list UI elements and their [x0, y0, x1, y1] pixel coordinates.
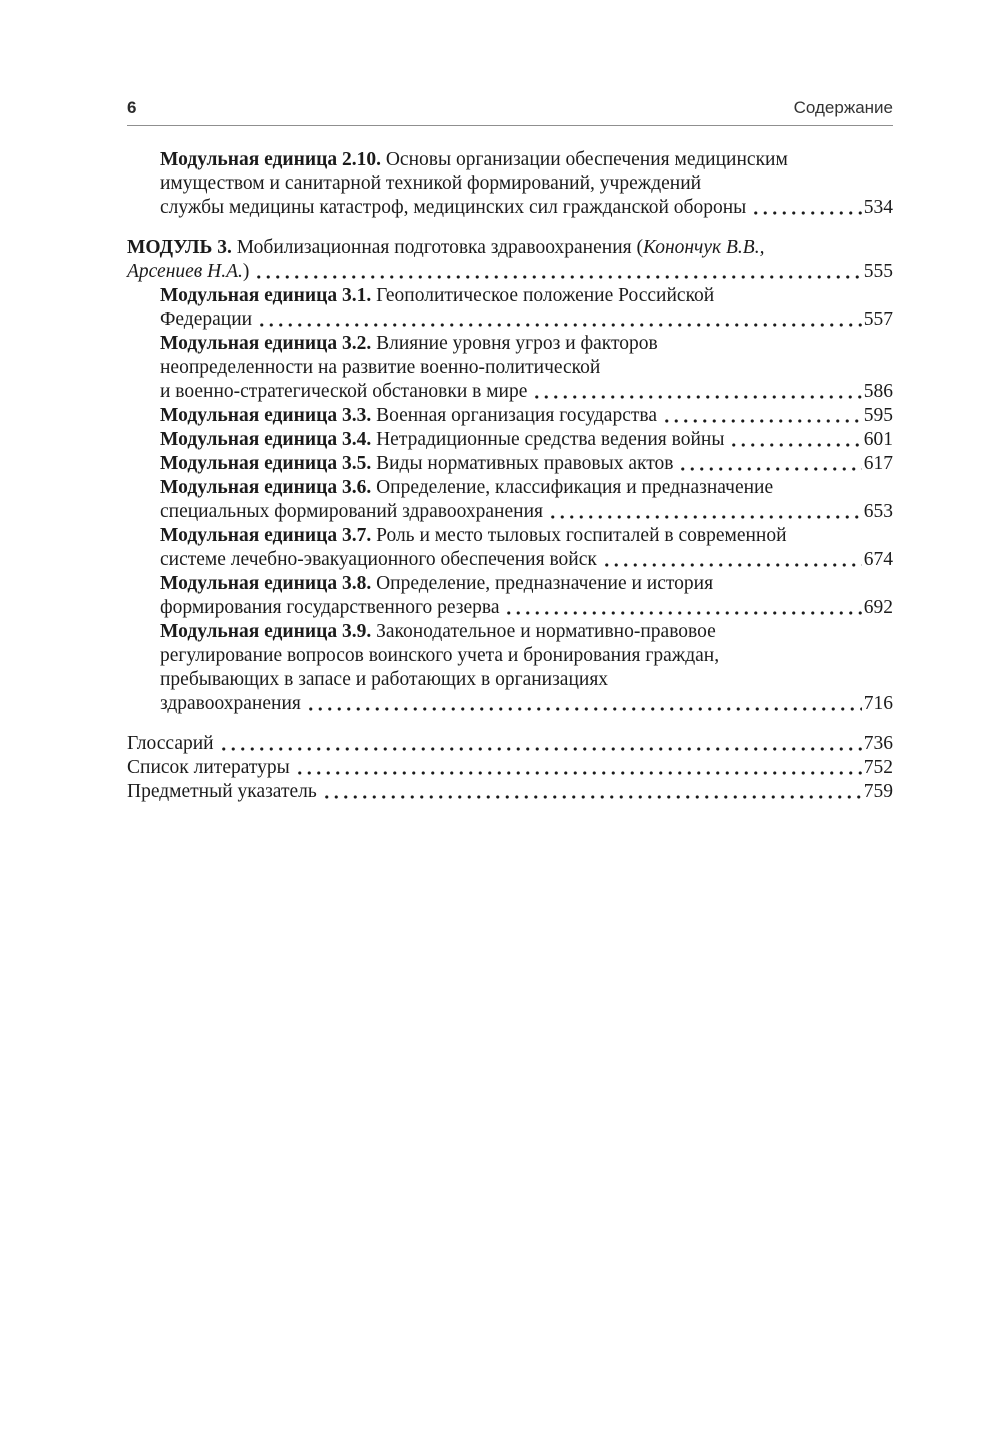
entry-label: Модульная единица 3.9.: [160, 621, 372, 642]
toc-line: [127, 260, 893, 284]
toc-entry: [127, 452, 893, 476]
toc-line: [160, 668, 893, 692]
toc-entry: [127, 404, 893, 428]
entry-label: Модульная единица 3.4.: [160, 429, 372, 450]
toc-entry: [127, 572, 893, 620]
dot-leader: [295, 770, 862, 776]
toc-entry: [127, 620, 893, 716]
toc-line: [160, 524, 893, 548]
entry-label: Модульная единица 3.2.: [160, 333, 372, 354]
entry-text: Законодательное и нормативно-правовое: [371, 621, 716, 642]
dot-leader: [729, 442, 861, 448]
entry-text: здравоохранения: [160, 693, 301, 714]
entry-text: специальных формирований здравоохранения: [160, 501, 543, 522]
entry-page-number: 595: [863, 405, 893, 426]
entry-label: Модульная единица 3.3.: [160, 405, 372, 426]
dot-leader: [219, 746, 862, 752]
entry-label: Модульная единица 3.6.: [160, 477, 372, 498]
toc-entry: [127, 284, 893, 332]
entry-text: регулирование вопросов воинского учета и бронирования граждан,: [160, 645, 720, 666]
entry-text: Предметный указатель: [127, 781, 317, 802]
dot-leader: [548, 514, 862, 520]
toc-entry: [127, 756, 893, 780]
toc-entry: [127, 476, 893, 524]
toc-entry: [127, 780, 893, 804]
entry-label: Модульная единица 3.7.: [160, 525, 372, 546]
toc-line: [160, 308, 893, 332]
entry-text: системе лечебно-эвакуационного обеспечения войск: [160, 549, 597, 570]
dot-leader: [532, 394, 861, 400]
entry-label: Модульная единица 3.1.: [160, 285, 372, 306]
entry-text: Виды нормативных правовых актов: [371, 453, 674, 474]
entry-authors: Арсениев Н.А.: [127, 261, 243, 282]
toc-line: [127, 236, 893, 260]
toc-entry: [127, 428, 893, 452]
dot-leader: [254, 274, 861, 280]
toc-line: [160, 148, 893, 172]
toc-line: [160, 692, 893, 716]
entry-text: Список литературы: [127, 757, 290, 778]
dot-leader: [504, 610, 861, 616]
entry-authors: Конончук В.В.,: [642, 237, 765, 258]
dot-leader: [322, 794, 862, 800]
toc-line: [160, 356, 893, 380]
entry-page-number: 601: [863, 429, 893, 450]
entry-page-number: 555: [863, 261, 893, 282]
toc-line: [160, 404, 893, 428]
entry-text: Основы организации обеспечения медицинским: [380, 149, 788, 170]
entry-page-number: 692: [863, 597, 893, 618]
toc-line: [160, 548, 893, 572]
entry-text: Геополитическое положение Российской: [371, 285, 715, 306]
entry-label: Модульная единица 3.5.: [160, 453, 372, 474]
dot-leader: [678, 466, 861, 472]
header-rule: [127, 125, 893, 126]
entry-text: Влияние уровня угроз и факторов: [371, 333, 658, 354]
entry-page-number: 557: [863, 309, 893, 330]
entry-text: имуществом и санитарной техникой формирований, учреждений: [160, 173, 702, 194]
entry-page-number: 534: [863, 197, 893, 218]
entry-page-number: 586: [863, 381, 893, 402]
toc-entry: [127, 732, 893, 756]
toc-line: [127, 780, 893, 804]
entry-text: Определение, предназначение и история: [371, 573, 714, 594]
entry-text: неопределенности на развитие военно-политической: [160, 357, 601, 378]
dot-leader: [306, 706, 862, 712]
entry-text: службы медицины катастроф, медицинских сил гражданской обороны: [160, 197, 747, 218]
toc-line: [160, 428, 893, 452]
entry-page-number: 736: [863, 733, 893, 754]
dot-leader: [662, 418, 862, 424]
toc-line: [160, 596, 893, 620]
toc-line: [160, 172, 893, 196]
entry-text: пребывающих в запасе и работающих в организациях: [160, 669, 609, 690]
toc-line: [160, 476, 893, 500]
toc-line: [160, 332, 893, 356]
toc-line: [160, 500, 893, 524]
entry-text: Федерации: [160, 309, 253, 330]
toc-line: [160, 284, 893, 308]
page-header: [127, 98, 893, 118]
entry-page-number: 674: [863, 549, 893, 570]
dot-leader: [602, 562, 862, 568]
entry-label: Модульная единица 2.10.: [160, 149, 381, 170]
entry-page-number: 653: [863, 501, 893, 522]
toc-entry: [127, 148, 893, 220]
toc-list: [127, 148, 893, 804]
dot-leader: [257, 322, 862, 328]
toc-entry: [127, 332, 893, 404]
toc-line: [160, 620, 893, 644]
toc-line: [160, 452, 893, 476]
toc-line: [160, 644, 893, 668]
page-number: 6: [127, 98, 137, 117]
entry-label: МОДУЛЬ 3.: [127, 237, 232, 258]
entry-page-number: 716: [863, 693, 893, 714]
entry-text: ): [242, 261, 250, 282]
header-title: Содержание: [793, 98, 893, 117]
toc-entry: [127, 524, 893, 572]
entry-label: Модульная единица 3.8.: [160, 573, 372, 594]
toc-entry: [127, 236, 893, 284]
dot-leader: [751, 210, 862, 216]
entry-text: формирования государственного резерва: [160, 597, 500, 618]
entry-page-number: 617: [863, 453, 893, 474]
entry-page-number: 752: [863, 757, 893, 778]
entry-page-number: 759: [863, 781, 893, 802]
toc-line: [127, 732, 893, 756]
toc-line: [160, 572, 893, 596]
entry-text: Определение, классификация и предназначение: [371, 477, 774, 498]
entry-text: Роль и место тыловых госпиталей в современной: [371, 525, 787, 546]
toc-line: [160, 380, 893, 404]
toc-line: [127, 756, 893, 780]
entry-text: Военная организация государства: [371, 405, 657, 426]
entry-text: Мобилизационная подготовка здравоохранения (: [231, 237, 643, 258]
entry-text: Нетрадиционные средства ведения войны: [371, 429, 725, 450]
entry-text: и военно-стратегической обстановки в мире: [160, 381, 528, 402]
entry-text: Глоссарий: [127, 733, 214, 754]
toc-line: [160, 196, 893, 220]
